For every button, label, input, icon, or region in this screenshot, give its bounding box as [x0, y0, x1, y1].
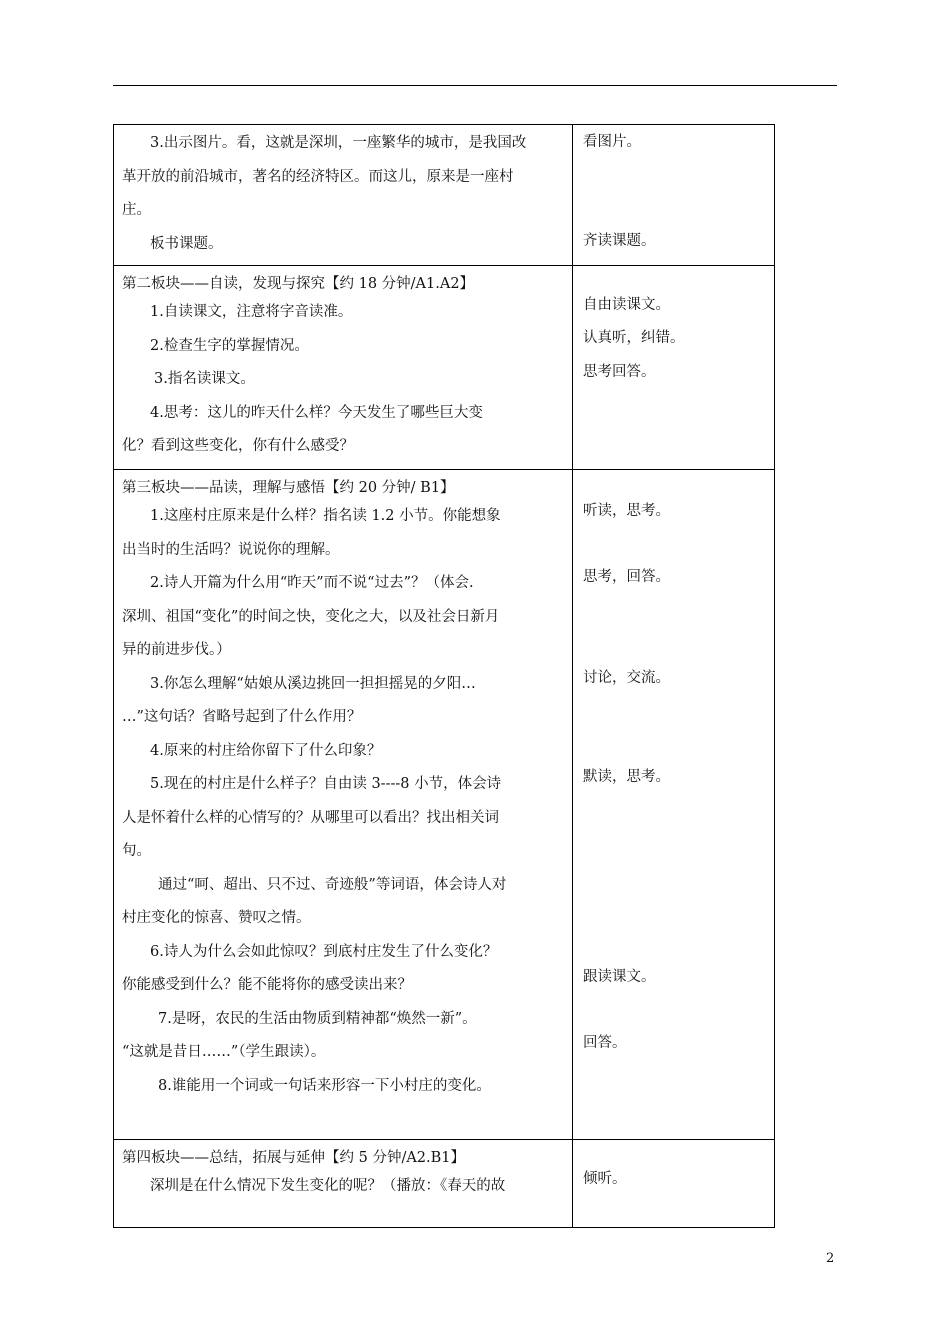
text-line: 6.诗人为什么会如此惊叹？到底村庄发生了什么变化？ [150, 943, 498, 960]
text-line: 3.指名读课文。 [154, 371, 255, 387]
text-line: 1.这座村庄原来是什么样？指名读 1.2 小节。你能想象 [150, 508, 501, 524]
teacher-activity-cell [114, 1140, 573, 1228]
text-line: 句。 [122, 843, 151, 859]
text-line: 人是怀着什么样的心情写的？从哪里可以看出？找出相关词 [122, 809, 499, 826]
text-line: 你能感受到什么？能不能将你的感受读出来？ [122, 977, 412, 993]
section-title: 第二板块——自读，发现与探究【约 18 分钟/A1.A2】 [122, 276, 475, 292]
text-line: 1.自读课文，注意将字音读准。 [150, 304, 353, 320]
lesson-plan-table [113, 124, 775, 1228]
text-line: 庄。 [122, 202, 151, 218]
text-line: 4.原来的村庄给你留下了什么印象？ [150, 742, 382, 759]
table-row [114, 470, 775, 1140]
student-activity: 思考，回答。 [583, 569, 670, 585]
text-line: 5.现在的村庄是什么样子？自由读 3----8 小节，体会诗 [150, 776, 502, 792]
teacher-activity-cell [114, 125, 573, 266]
table-row [114, 125, 775, 266]
teacher-activity-cell [114, 266, 573, 470]
text-line: 8.谁能用一个词或一句话来形容一下小村庄的变化。 [158, 1077, 491, 1094]
student-activity: 自由读课文。 [583, 297, 670, 313]
student-activity: 讨论，交流。 [583, 670, 670, 686]
text-line: 出当时的生活吗？说说你的理解。 [122, 541, 340, 558]
text-line: …”这句话？省略号起到了什么作用？ [122, 709, 362, 725]
text-line: 3.出示图片。看，这就是深圳，一座繁华的城市，是我国改 [150, 135, 527, 151]
student-activity: 倾听。 [583, 1171, 627, 1187]
text-line: 异的前进步伐。） [122, 642, 231, 658]
text-line: 深圳是在什么情况下发生变化的呢？（播放：《春天的故 [150, 1178, 506, 1194]
student-activity-cell [573, 266, 775, 470]
teacher-activity-cell [114, 470, 573, 1140]
page-number: 2 [826, 1251, 835, 1266]
text-line: 4.思考：这儿的昨天什么样？今天发生了哪些巨大变 [150, 404, 483, 421]
text-line: 2.诗人开篇为什么用“昨天”而不说“过去”？（体会. [150, 575, 474, 591]
text-line: 2.检查生字的掌握情况。 [150, 337, 309, 354]
student-activity: 看图片。 [583, 134, 641, 150]
text-line: 7.是呀，农民的生活由物质到精神都“焕然一新”。 [158, 1010, 477, 1027]
text-line: 深圳、祖国“变化”的时间之快，变化之大，以及社会日新月 [122, 608, 500, 625]
student-activity: 思考回答。 [583, 364, 656, 380]
header-rule [113, 85, 837, 86]
text-line: 3.你怎么理解“姑娘从溪边挑回一担担摇晃的夕阳… [150, 675, 476, 692]
text-line: “这就是昔日……”（学生跟读）。 [122, 1044, 326, 1060]
text-line: 板书课题。 [150, 235, 223, 252]
student-activity-cell [573, 1140, 775, 1228]
section-title: 第四板块——总结，拓展与延伸【约 5 分钟/A2.B1】 [122, 1150, 466, 1166]
student-activity: 跟读课文。 [583, 969, 656, 985]
student-activity-cell [573, 470, 775, 1140]
student-activity: 默读，思考。 [583, 769, 670, 785]
text-line: 革开放的前沿城市，著名的经济特区。而这儿，原来是一座村 [122, 168, 514, 185]
student-activity: 回答。 [583, 1035, 627, 1051]
table-row [114, 1140, 775, 1228]
student-activity: 认真听，纠错。 [583, 330, 685, 346]
text-line: 通过“呵、超出、只不过、奇迹般”等词语，体会诗人对 [158, 876, 507, 893]
text-line: 化？看到这些变化，你有什么感受？ [122, 438, 354, 454]
text-line: 村庄变化的惊喜、赞叹之情。 [122, 910, 311, 926]
table-row [114, 266, 775, 470]
student-activity-cell [573, 125, 775, 266]
student-activity: 齐读课题。 [583, 233, 656, 249]
student-activity: 听读，思考。 [583, 503, 670, 519]
section-title: 第三板块——品读，理解与感悟【约 20 分钟/ B1】 [122, 480, 455, 496]
